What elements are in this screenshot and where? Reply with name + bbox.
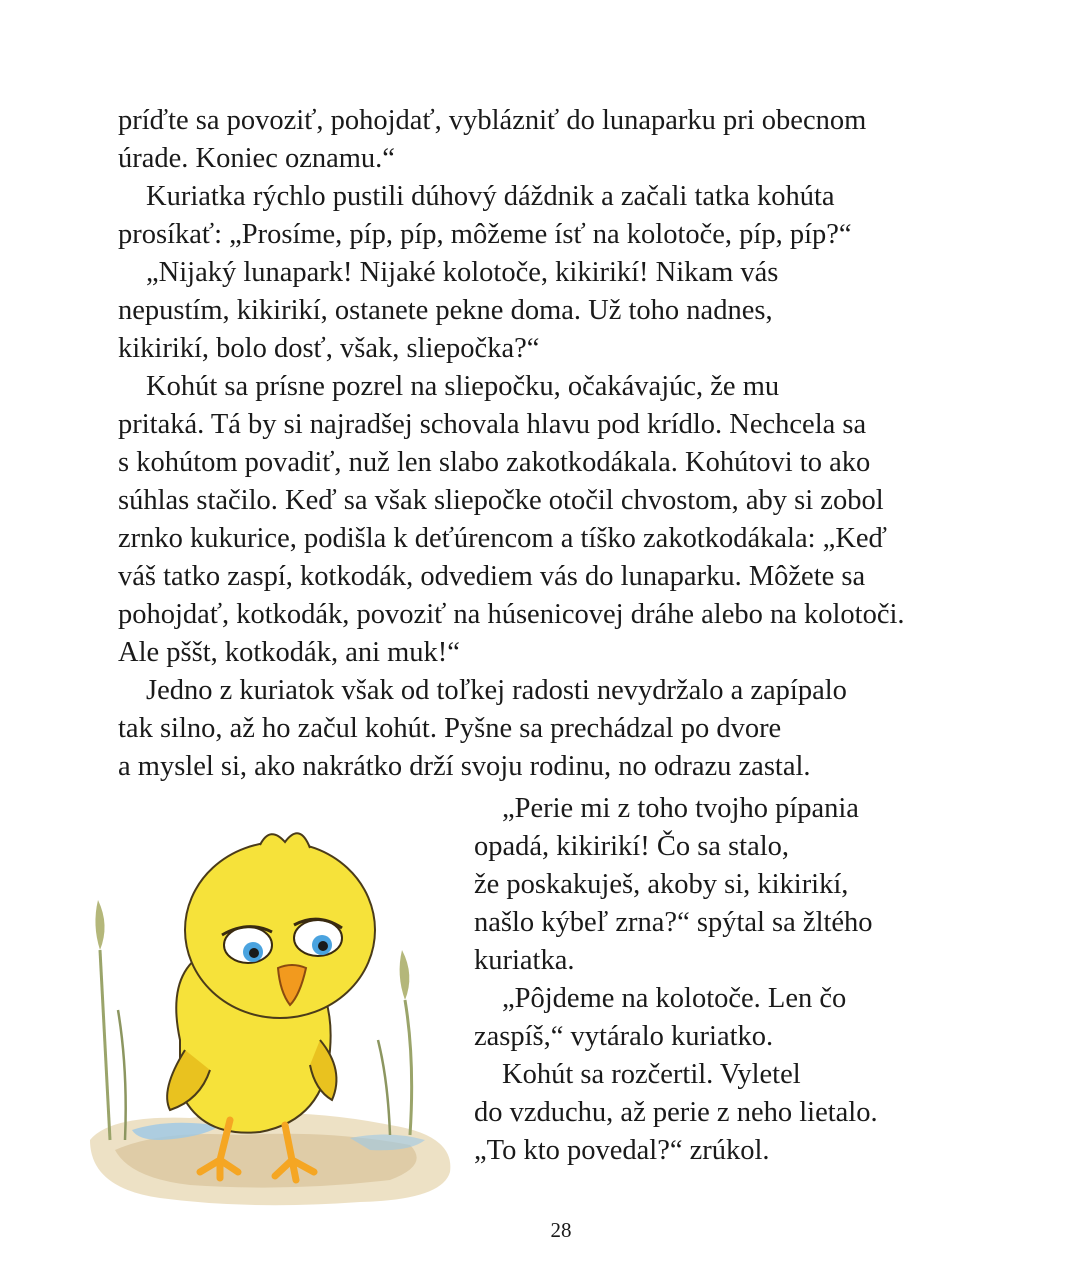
text-line: nepustím, kikirikí, ostanete pekne doma. Už toho nadnes, [118, 295, 773, 326]
text-line: pohojdať, kotkodák, povoziť na húsenicovej dráhe alebo na kolotoči. [118, 599, 905, 630]
page-number: 28 [550, 1218, 572, 1242]
text-line: opadá, kikirikí! Čo sa stalo, [474, 831, 790, 862]
text-line: Jedno z kuriatok však od toľkej radosti nevydržalo a zapípalo [146, 675, 847, 706]
text-line: „Nijaký lunapark! Nijaké kolotoče, kikirikí! Nikam vás [146, 257, 779, 288]
text-line: a myslel si, ako nakrátko drží svoju rodinu, no odrazu zastal. [118, 751, 811, 782]
text-line: že poskakuješ, akoby si, kikirikí, [474, 869, 849, 900]
text-line: „To kto povedal?“ zrúkol. [474, 1135, 770, 1166]
text-line: Kohút sa rozčertil. Vyletel [502, 1059, 801, 1090]
text-line: s kohútom povadiť, nuž len slabo zakotkodákala. Kohútovi to ako [118, 447, 871, 478]
text-line: Kohút sa prísne pozrel na sliepočku, očakávajúc, že mu [146, 371, 780, 402]
text-line: tak silno, až ho začul kohút. Pyšne sa prechádzal po dvore [118, 713, 782, 744]
text-line: úrade. Koniec oznamu.“ [118, 143, 395, 174]
text-line: súhlas stačilo. Keď sa však sliepočke otočil chvostom, aby si zobol [118, 485, 884, 516]
text-line: Ale pššt, kotkodák, ani muk!“ [118, 637, 460, 668]
text-line: pritaká. Tá by si najradšej schovala hlavu pod krídlo. Nechcela sa [118, 409, 867, 440]
text-line: príďte sa povoziť, pohojdať, vyblázniť do lunaparku pri obecnom [118, 105, 867, 136]
text-line: váš tatko zaspí, kotkodák, odvediem vás do lunaparku. Môžete sa [118, 561, 866, 592]
text-line: prosíkať: „Prosíme, píp, píp, môžeme ísť na kolotoče, píp, píp?“ [118, 219, 852, 250]
chick-icon [90, 833, 450, 1205]
text-line: „Perie mi z toho tvojho pípania [502, 793, 859, 824]
text-line: do vzduchu, až perie z neho lietalo. [474, 1097, 878, 1128]
text-line: našlo kýbeľ zrna?“ spýtal sa žltého [474, 907, 873, 938]
text-line: kuriatka. [474, 945, 575, 976]
text-line: kikirikí, bolo dosť, však, sliepočka?“ [118, 333, 540, 364]
chick-illustration [70, 800, 470, 1220]
text-line: zaspíš,“ vytáralo kuriatko. [474, 1021, 774, 1052]
text-line: „Pôjdeme na kolotoče. Len čo [502, 983, 847, 1014]
text-line: Kuriatka rýchlo pustili dúhový dáždnik a začali tatka kohúta [146, 181, 835, 212]
text-line: zrnko kukurice, podišla k deťúrencom a tíško zakotkodákala: „Keď [118, 523, 887, 554]
